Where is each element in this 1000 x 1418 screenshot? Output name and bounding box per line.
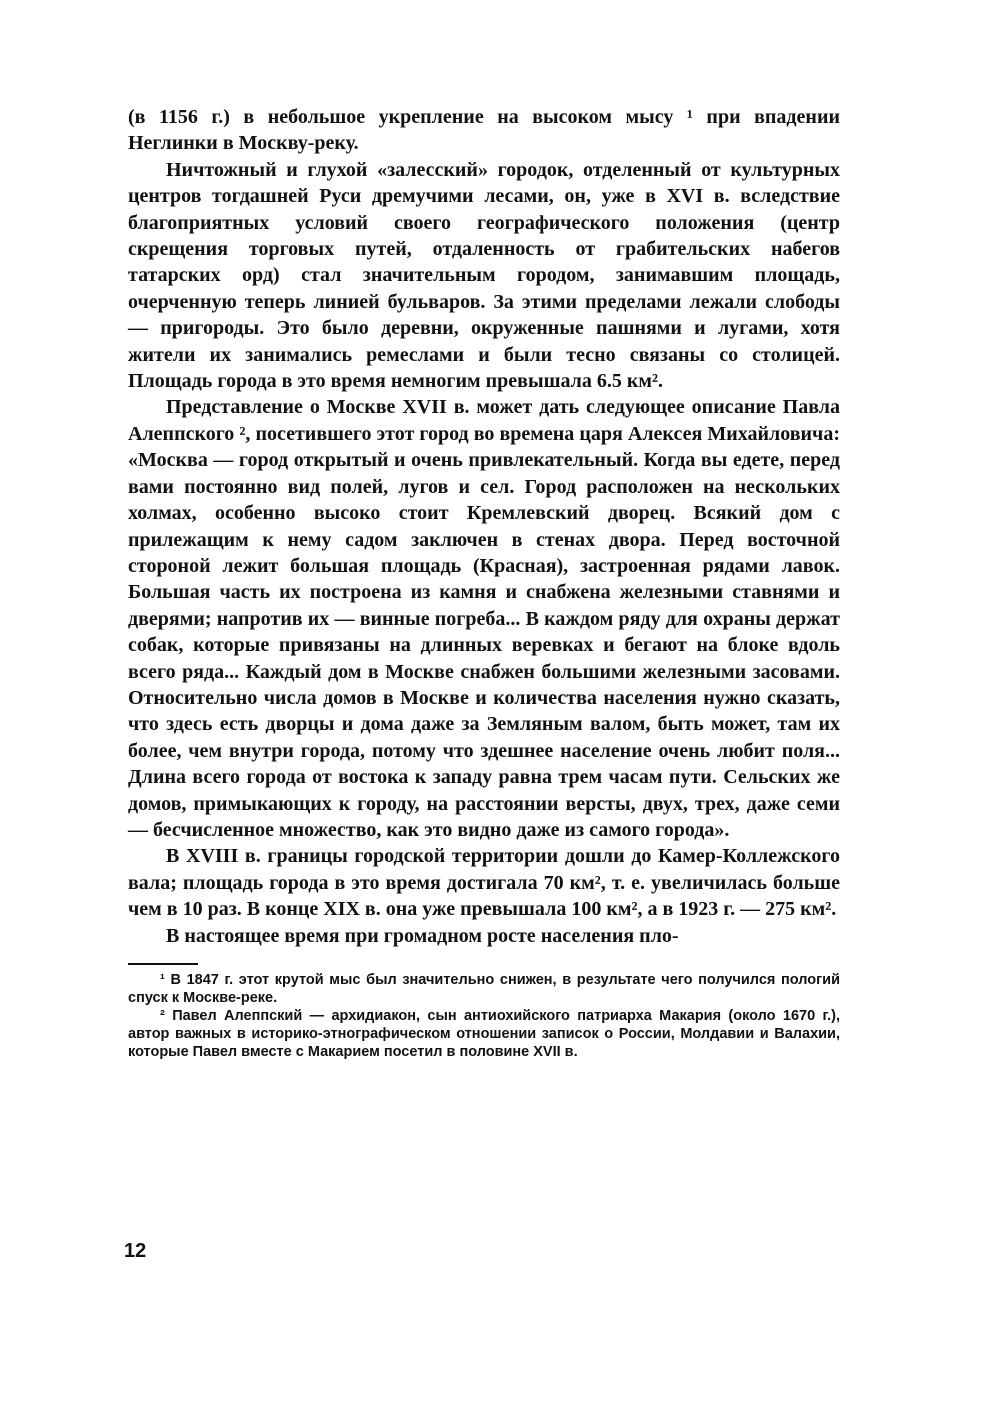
footnote-divider: [128, 963, 198, 965]
page-number: 12: [124, 1240, 147, 1262]
footnote-2: ² Павел Алеппский — архидиакон, сын антиохийского патриарха Макария (около 1670 г.), автор важных в историко-этнографическом отношении записок о России, Молдавии и Валахии, которые Павел вместе с Макарием посетил в половине XVII в.: [128, 1008, 840, 1060]
page-body: [128, 104, 840, 1061]
paragraph-2: Ничтожный и глухой «залесский» городок, отделенный от культурных центров тогдашней Руси дремучими лесами, он, уже в XVI в. вследствие благоприятных условий своего географического положения (центр скрещения торговых путей, отдаленность от грабительских набегов татарских орд) стал значительным городом, занимавшим площадь, очерченную теперь линией бульваров. За этими пределами лежали слободы — пригороды. Это было деревни, окруженные пашнями и лугами, хотя жители их занимались ремеслами и были тесно связаны со столицей. Площадь города в это время немногим превышала 6.5 км².: [128, 158, 840, 393]
paragraph-3: Представление о Москве XVII в. может дать следующее описание Павла Алеппского ², посетившего этот город во времена царя Алексея Михайловича: «Москва — город открытый и очень привлекательный. Когда вы едете, перед вами постоянно вид полей, лугов и сел. Город расположен на нескольких холмах, особенно высоко стоит Кремлевский дворец. Всякий дом с прилежащим к нему садом заключен в стенах двора. Перед восточной стороной лежит большая площадь (Красная), застроенная рядами лавок. Большая часть их построена из камня и снабжена железными ставнями и дверями; напротив их — винные погреба... В каждом ряду для охраны держат собак, которые привязаны на длинных веревках и бегают на блоке вдоль всего ряда... Каждый дом в Москве снабжен большими железными засовами. Относительно числа домов в Москве и количества населения нужно сказать, что здесь есть дворцы и дома даже за Земляным валом, быть может, там их более, чем внутри города, потому что здешнее население очень любит поля... Длина всего города от востока к западу равна трем часам пути. Сельских же домов, примыкающих к городу, на расстоянии версты, двух, трех, даже семи — бесчисленное множество, как это видно даже из самого города».: [128, 396, 840, 841]
footnotes: [128, 971, 840, 1061]
paragraph-1: (в 1156 г.) в небольшое укрепление на высоком мысу ¹ при впадении Неглинки в Москву-реку.: [128, 106, 840, 155]
paragraph-4: В XVIII в. границы городской территории дошли до Камер-Коллежского вала; площадь города в это время достигала 70 км², т. е. увеличилась больше чем в 10 раз. В конце XIX в. она уже превышала 100 км², а в 1923 г. — 275 км².: [128, 845, 840, 921]
footnote-1: ¹ В 1847 г. этот крутой мыс был значительно снижен, в результате чего получился пологий спуск к Москве-реке.: [128, 972, 840, 1006]
paragraph-5: В настоящее время при громадном росте населения пло-: [166, 924, 679, 947]
